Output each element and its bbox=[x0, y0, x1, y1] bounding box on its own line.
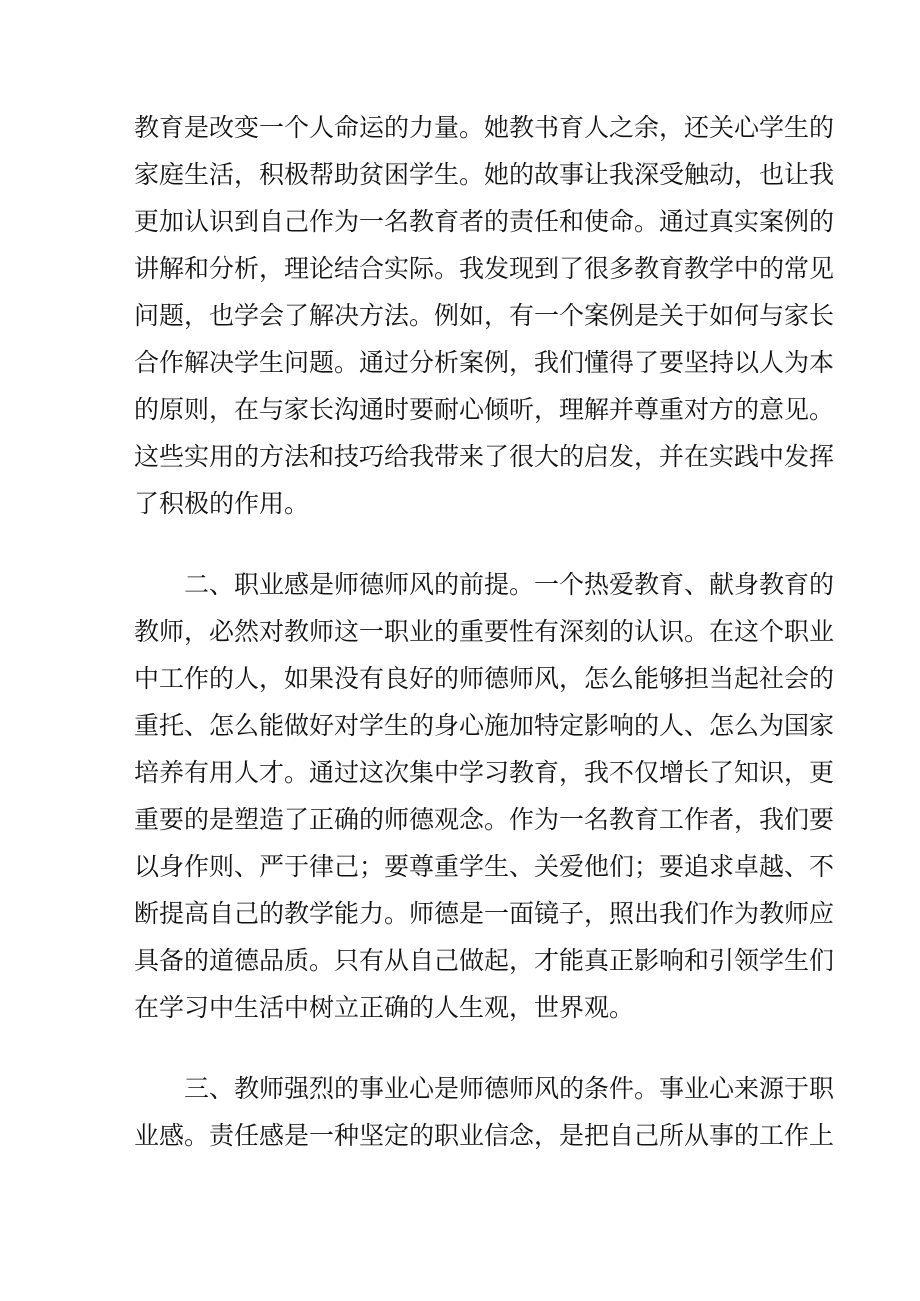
paragraph-1-line-8: 这些实用的方法和技巧给我带来了很大的启发，并在实践中发挥 bbox=[134, 442, 835, 471]
paragraph-1-line-7: 的原则，在与家长沟通时要耐心倾听，理解并尊重对方的意见。 bbox=[134, 395, 835, 424]
paragraph-1-line-3: 更加认识到自己作为一名教育者的责任和使命。通过真实案例的 bbox=[134, 207, 835, 236]
paragraph-1-line-1: 教育是改变一个人命运的力量。她教书育人之余，还关心学生的 bbox=[134, 113, 835, 142]
paragraph-2-line-7: 以身作则、严于律己；要尊重学生、关爱他们；要追求卓越、不 bbox=[134, 852, 835, 881]
paragraph-2-line-5: 培养有用人才。通过这次集中学习教育，我不仅增长了知识，更 bbox=[134, 758, 835, 787]
paragraph-1-line-4: 讲解和分析，理论结合实际。我发现到了很多教育教学中的常见 bbox=[134, 254, 835, 283]
paragraph-2-line-6: 重要的是塑造了正确的师德观念。作为一名教育工作者，我们要 bbox=[134, 805, 835, 834]
paragraph-1-line-6: 合作解决学生问题。通过分析案例，我们懂得了要坚持以人为本 bbox=[134, 348, 835, 377]
paragraph-3-line-2: 业感。责任感是一种坚定的职业信念，是把自己所从事的工作上 bbox=[134, 1121, 835, 1150]
paragraph-2-line-4: 重托、怎么能做好对学生的身心施加特定影响的人、怎么为国家 bbox=[134, 711, 835, 740]
paragraph-2-line-9: 具备的道德品质。只有从自己做起，才能真正影响和引领学生们 bbox=[134, 946, 835, 975]
paragraph-1-line-9: 了积极的作用。 bbox=[134, 489, 310, 518]
paragraph-3-line-1: 三、教师强烈的事业心是师德师风的条件。事业心来源于职 bbox=[184, 1074, 835, 1103]
paragraph-1-line-5: 问题，也学会了解决方法。例如，有一个案例是关于如何与家长 bbox=[134, 301, 835, 330]
paragraph-2-line-8: 断提高自己的教学能力。师德是一面镜子，照出我们作为教师应 bbox=[134, 899, 835, 928]
paragraph-2-line-3: 中工作的人，如果没有良好的师德师风，怎么能够担当起社会的 bbox=[134, 664, 835, 693]
paragraph-2-line-1: 二、职业感是师德师风的前提。一个热爱教育、献身教育的 bbox=[184, 570, 835, 599]
paragraph-2-line-10: 在学习中生活中树立正确的人生观，世界观。 bbox=[134, 993, 635, 1022]
paragraph-2-line-2: 教师，必然对教师这一职业的重要性有深刻的认识。在这个职业 bbox=[134, 617, 835, 646]
paragraph-1-line-2: 家庭生活，积极帮助贫困学生。她的故事让我深受触动，也让我 bbox=[134, 160, 835, 189]
